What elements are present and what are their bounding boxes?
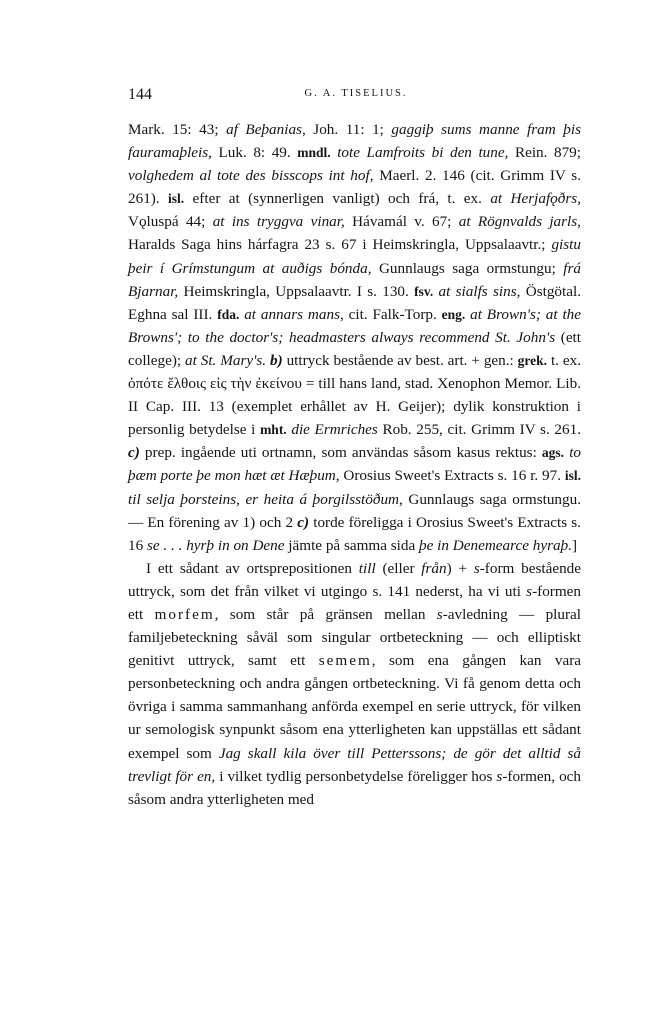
- italic-text: s: [473, 559, 480, 577]
- italic-text: frá Bjarnar,: [128, 259, 581, 300]
- language-label: fda.: [217, 306, 240, 322]
- italic-text: gistu þeir í Grímstungum at auðigs bónda,: [128, 236, 581, 277]
- text-span: Rein. 879;: [508, 144, 581, 162]
- language-label: mndl.: [297, 145, 331, 161]
- paragraph-2: [128, 557, 581, 811]
- language-label: mht.: [260, 422, 287, 438]
- text-span: -avledning — plural familjebeteckning såväl som singular ortbeteckning — och elliptiskt genitivt uttryck, samt ett: [128, 605, 582, 670]
- spaced-term: morfem: [154, 605, 215, 623]
- text-span: -form bestående uttryck, som det från vilket vi utgingo s. 141 nederst, ha vi uti: [128, 559, 581, 600]
- italic-text: at annars mans,: [244, 305, 344, 323]
- text-span: , som ena gången kan vara personbeteckning och andra gången ortbeteckning. Vi få genom detta och övriga i samma sammanhang anförda exempel en serie uttryck, för vilken ur semologisk synpunkt såsom ena ytterligheten kan uppställas ett sådant exempel som: [128, 652, 581, 762]
- text-span: Haralds Saga hins hárfagra 23 s. 67 i Heimskringla, Uppsalaavtr.;: [128, 236, 552, 254]
- text-span: efter at (synnerligen vanligt) och frá, t. ex.: [184, 190, 491, 208]
- text-span: (ett college);: [128, 328, 581, 369]
- italic-text: tote Lamfroits bi den tune,: [337, 144, 509, 162]
- italic-text: s: [496, 767, 503, 785]
- italic-text: at Rögnvalds jarls,: [458, 213, 581, 231]
- list-marker: c): [297, 513, 310, 531]
- italic-text: från: [421, 559, 447, 577]
- italic-text: s: [526, 582, 533, 600]
- text-span: jämte på samma sida: [284, 536, 420, 554]
- text-span: cit. Falk-Torp.: [343, 305, 442, 323]
- italic-text: volghedem al tote des bisscops int hof,: [128, 167, 374, 185]
- body-text: [128, 118, 581, 811]
- text-span: -formen, och såsom andra ytterligheten med: [128, 767, 582, 808]
- language-label: grek.: [517, 352, 548, 368]
- list-marker: b): [270, 351, 283, 369]
- text-span: t. ex. ὁπότε ἔλθοις εἰς τὴν ἐκείνου = till hans land, stad. Xenophon Memor. Lib. II Cap. III. 13 (exemplet erhållet av H. Geijer); dylik konstruktion i personlig betydelse i: [128, 351, 581, 439]
- italic-text: at Herjafǫðrs,: [490, 190, 581, 208]
- italic-text: at ins tryggva vinar,: [212, 213, 345, 231]
- text-span: Luk. 8: 49.: [211, 144, 298, 162]
- text-span: Gunnlaugs saga ormstungu;: [371, 259, 564, 277]
- text-span: (eller: [375, 559, 422, 577]
- italic-text: s: [436, 605, 443, 623]
- text-span: Heimskringla, Uppsalaavtr. I s. 130.: [178, 282, 415, 300]
- language-label: eng.: [441, 306, 466, 322]
- language-label: isl.: [564, 468, 581, 484]
- language-label: isl.: [168, 191, 185, 207]
- text-span: torde föreligga i Orosius Sweet's Extracts s. 16: [128, 513, 581, 554]
- italic-text: at Brown's; at the Browns'; to the doctor's; headmasters always recommend St. John's: [128, 305, 582, 346]
- italic-text: till: [358, 559, 376, 577]
- paragraph-1: [128, 118, 581, 557]
- text-span: Östgötal. Eghna sal III.: [128, 282, 582, 323]
- language-label: fsv.: [414, 283, 434, 299]
- page-number: 144: [128, 86, 152, 103]
- italic-text: Jag skall kila över till Petterssons; de gör det alltid så trevligt för en,: [128, 744, 581, 785]
- italic-text: at sialfs sins,: [438, 282, 521, 300]
- text-span: -formen ett: [128, 582, 581, 623]
- text-span: ) +: [446, 559, 474, 577]
- italic-text: af Beþanias,: [226, 121, 306, 138]
- running-head: G. A. TISELIUS.: [304, 88, 408, 99]
- list-marker: c): [128, 444, 140, 462]
- text-span: i vilket tydlig personbetydelse föreligger hos: [215, 767, 497, 785]
- text-span: Orosius Sweet's Extracts s. 16 r. 97.: [339, 467, 565, 485]
- italic-text: se . . . hyrþ in on Dene: [146, 536, 285, 554]
- italic-text: to þæm porte þe mon hæt æt Hæþum,: [128, 444, 582, 485]
- text-span: Joh. 11: 1;: [305, 121, 392, 138]
- text-span: I ett sådant av ortsprepositionen: [146, 559, 359, 577]
- spaced-term: semem: [318, 652, 372, 670]
- italic-text: til selja þorsteins, er heita á þorgilsstöðum,: [128, 490, 403, 508]
- text-span: Hávamál v. 67;: [344, 213, 459, 231]
- text-span: Vǫluspá 44;: [128, 213, 213, 231]
- text-span: Gunnlaugs saga ormstungu. — En förening av 1) och 2: [128, 490, 581, 531]
- text-span: ]: [572, 536, 578, 554]
- italic-text: die Ermriches: [291, 421, 378, 439]
- text-span: uttryck bestående av best. art. + gen.:: [282, 351, 518, 369]
- italic-text: gaggiþ sums manne fram þis fauramaþleis,: [128, 121, 581, 162]
- text-span: Maerl. 2. 146 (cit. Grimm IV s. 261).: [128, 167, 581, 208]
- text-span: Mark. 15: 43;: [128, 121, 227, 138]
- text-span: , som står på gränsen mellan: [214, 605, 437, 623]
- italic-text: at St. Mary's.: [185, 351, 267, 369]
- text-span: Rob. 255, cit. Grimm IV s. 261.: [377, 421, 581, 439]
- text-span: prep. ingående uti ortnamn, som användas såsom kasus rektus:: [139, 444, 542, 462]
- page-header: [128, 86, 584, 106]
- italic-text: þe in Denemearce hyraþ.: [419, 536, 572, 554]
- language-label: ags.: [541, 445, 565, 461]
